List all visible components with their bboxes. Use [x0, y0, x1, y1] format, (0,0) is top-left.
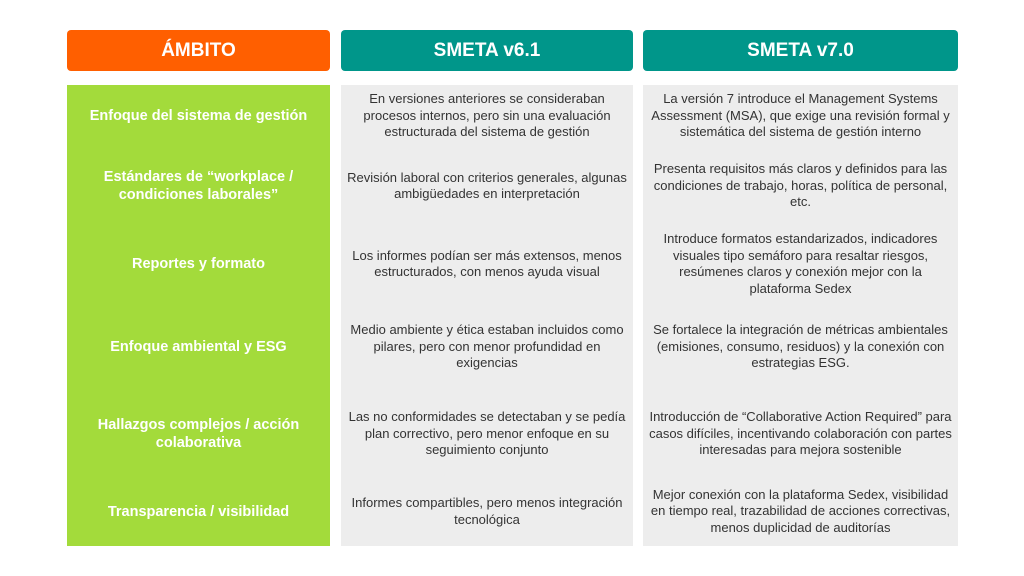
- v70-cell: Se fortalece la integración de métricas ambientales (emisiones, consumo, residuos) y la conexión con estrategias ESG.: [653, 322, 948, 371]
- ambito-cell: Estándares de “workplace / condiciones laborales”: [103, 169, 294, 203]
- v61-cell: En versiones anteriores se consideraban procesos internos, pero sin una evaluación estructurada del sistema de gestión: [363, 91, 611, 140]
- v70-cell: Introduce formatos estandarizados, indicadores visuales tipo semáforo para resaltar riesgos, resúmenes claros y conexión mejor con la plataforma Sedex: [663, 231, 938, 296]
- v70-cell: Mejor conexión con la plataforma Sedex, visibilidad en tiempo real, trazabilidad de acciones correctivas, menos duplicidad de auditorías: [650, 486, 951, 535]
- v70-cell: Presenta requisitos más claros y definidos para las condiciones de trabajo, horas, política de personal, etc.: [653, 161, 948, 210]
- smeta-v70-column: [643, 85, 958, 546]
- v61-cell: Medio ambiente y ética estaban incluidos como pilares, pero con menor profundidad en exigencias: [350, 322, 624, 371]
- ambito-cell: Enfoque ambiental y ESG: [110, 339, 287, 355]
- header-ambito: ÁMBITO: [67, 30, 330, 71]
- ambito-cell: Hallazgos complejos / acción colaborativa: [97, 417, 300, 451]
- header-smeta-v70: SMETA v7.0: [643, 30, 958, 71]
- smeta-v61-column: [341, 85, 633, 546]
- v61-cell: Las no conformidades se detectaban y se pedía plan correctivo, pero menor enfoque en su seguimiento conjunto: [348, 409, 626, 458]
- v61-cell: Los informes podían ser más extensos, menos estructurados, con menos ayuda visual: [352, 247, 622, 279]
- v70-cell: Introducción de “Collaborative Action Required” para casos difíciles, incentivando colaboración con partes interesadas para mejora sostenible: [649, 409, 952, 458]
- ambito-cell: Enfoque del sistema de gestión: [89, 108, 308, 124]
- ambito-column: [67, 85, 330, 546]
- v70-cell: La versión 7 introduce el Management Systems Assessment (MSA), que exige una revisión formal y sistemática del sistema de gestión interno: [651, 91, 950, 140]
- v61-cell: Revisión laboral con criterios generales, algunas ambigüedades en interpretación: [347, 169, 627, 201]
- header-smeta-v61: SMETA v6.1: [341, 30, 633, 71]
- ambito-cell: Reportes y formato: [132, 256, 265, 272]
- ambito-cell: Transparencia / visibilidad: [107, 503, 290, 520]
- v61-cell: Informes compartibles, pero menos integración tecnológica: [351, 495, 623, 527]
